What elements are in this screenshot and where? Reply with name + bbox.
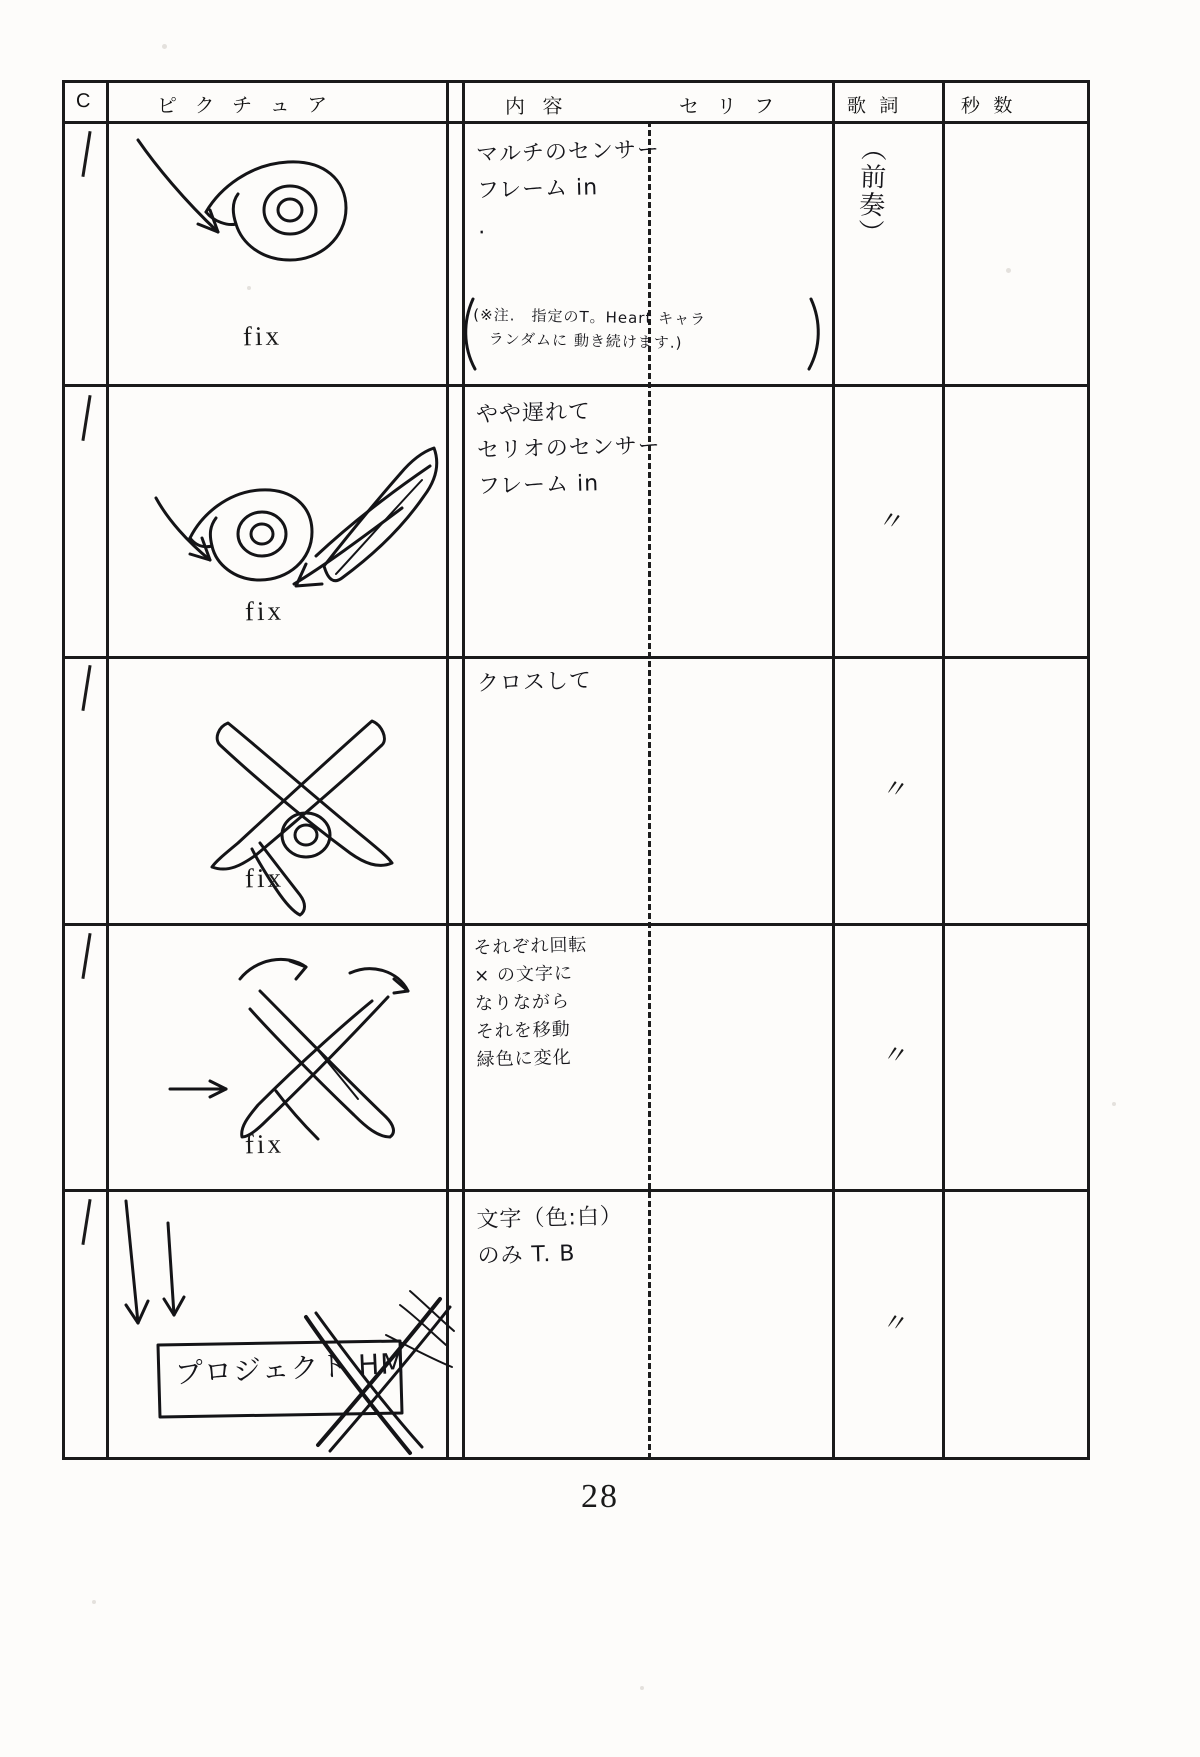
row-divider-4 [65,1189,1087,1192]
picture-title-text-row5: プロジェクト HM [174,1346,407,1391]
content-text-row5: 文字（色:白） のみ T. B [476,1203,624,1270]
cut-number-mark-row5 [81,1199,91,1245]
row-divider-1 [65,384,1087,387]
lyrics-text-row2: 〃 [875,504,908,539]
header-cut: C [75,89,97,113]
lyrics-text-row4: 〃 [879,1038,912,1073]
scan-speck [92,1600,96,1604]
content-note-row1: (※注. 指定のT。Heart キャラ ランダムに 動き続けます.) [472,305,707,352]
note-bracket-row1 [463,295,823,375]
picture-note-row2: fix [244,595,285,627]
scan-speck [1112,1102,1116,1106]
column-divider-cut [106,83,109,1457]
header-row-divider [65,121,1087,124]
cut-number-mark-row1 [81,131,91,177]
column-divider-content-left [462,83,465,1457]
content-text-row1: マルチのセンサー フレーム in . [475,137,661,240]
scan-speck [162,44,167,49]
picture-note-row3: fix [244,862,285,894]
content-text-row2: やや遅れて セリオのセンサー フレーム in [475,399,662,500]
row-divider-3 [65,923,1087,926]
picture-sketch-row5 [110,1195,450,1455]
lyrics-text-row1: （前奏） [853,134,888,248]
content-text-row3: クロスして [476,668,593,697]
picture-note-row1: fix [242,320,283,352]
cut-number-mark-row4 [81,933,91,979]
header-seconds: 秒 数 [960,95,1017,118]
lyrics-text-row3: 〃 [879,772,912,807]
header-lyrics: 歌 詞 [846,95,903,118]
storyboard-table [62,80,1090,1460]
header-content: 内 容 [504,95,569,119]
column-divider-seconds [942,83,945,1457]
scan-speck [640,1686,644,1690]
content-text-row4: それぞれ回転 × の文字に なりながら それを移動 緑色に変化 [473,934,588,1071]
picture-note-row4: fix [244,1128,285,1160]
header-picture: ピ ク チ ュ ア [156,94,334,118]
cut-number-mark-row3 [81,665,91,711]
cut-number-mark-row2 [81,395,91,441]
header-dialogue: セ リ フ [678,95,781,119]
row-divider-2 [65,656,1087,659]
page-number: 28 [581,1478,619,1515]
column-divider-lyrics [832,83,835,1457]
lyrics-text-row5: 〃 [879,1306,912,1341]
